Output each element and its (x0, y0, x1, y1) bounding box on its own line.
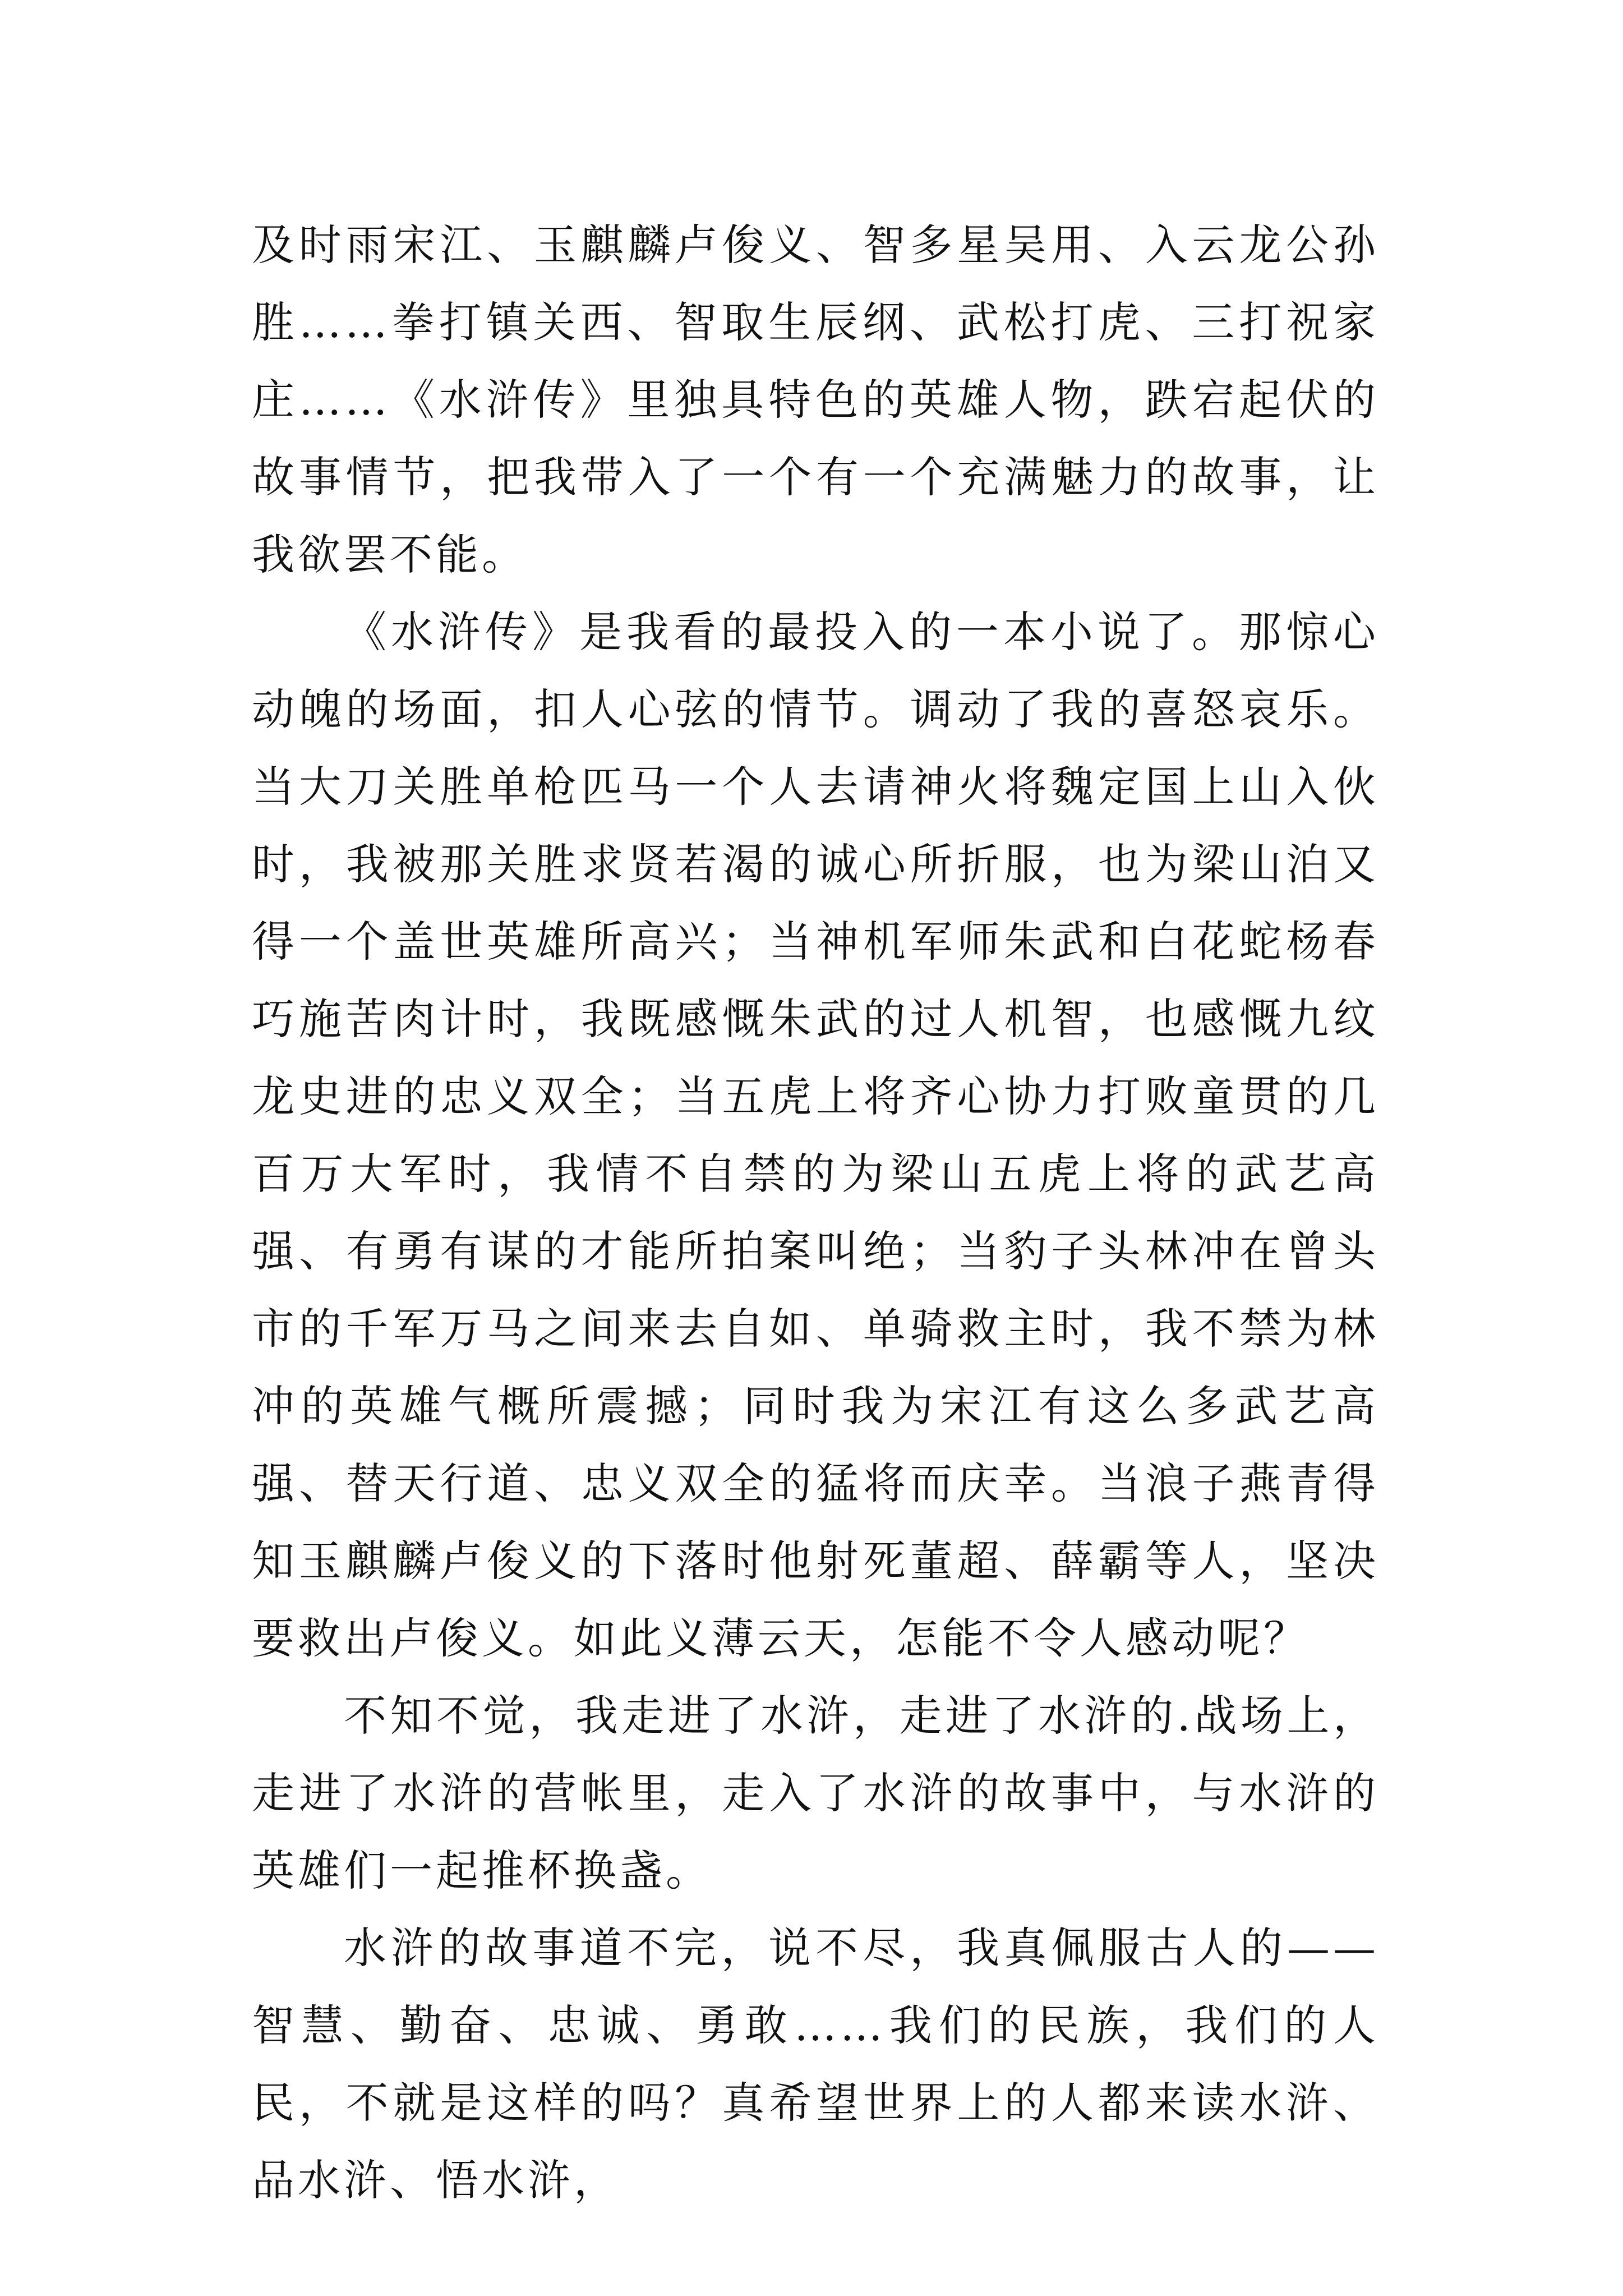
body-text (252, 206, 1379, 2219)
paragraph-3: 不知不觉，我走进了水浒，走进了水浒的.战场上，走进了水浒的营帐里，走入了水浒的故事中，与水浒的英雄们一起推杯换盏。 (252, 1691, 1379, 1895)
paragraph-1: 及时雨宋江、玉麒麟卢俊义、智多星吴用、入云龙公孙胜……拳打镇关西、智取生辰纲、武松打虎、三打祝家庄……《水浒传》里独具特色的英雄人物，跌宕起伏的故事情节，把我带入了一个有一个充满魅力的故事，让我欲罢不能。 (252, 220, 1379, 579)
paragraph-2: 《水浒传》是我看的最投入的一本小说了。那惊心动魄的场面，扣人心弦的情节。调动了我的喜怒哀乐。当大刀关胜单枪匹马一个人去请神火将魏定国上山入伙时，我被那关胜求贤若渴的诚心所折服，也为梁山泊又得一个盖世英雄所高兴；当神机军师朱武和白花蛇杨春巧施苦肉计时，我既感慨朱武的过人机智，也感慨九纹龙史进的忠义双全；当五虎上将齐心协力打败童贯的几百万大军时，我情不自禁的为梁山五虎上将的武艺高强、有勇有谋的才能所拍案叫绝；当豹子头林冲在曾头市的千军万马之间来去自如、单骑救主时，我不禁为林冲的英雄气概所震撼；同时我为宋江有这么多武艺高强、替天行道、忠义双全的猛将而庆幸。当浪子燕青得知玉麒麟卢俊义的下落时他射死董超、薛霸等人，坚决要救出卢俊义。如此义薄云天，怎能不令人感动呢？ (252, 607, 1379, 1663)
paragraph-4: 水浒的故事道不完，说不尽，我真佩服古人的——智慧、勤奋、忠诚、勇敢……我们的民族，我们的人民，不就是这样的吗？真希望世界上的人都来读水浒、品水浒、悟水浒， (252, 1923, 1379, 2205)
